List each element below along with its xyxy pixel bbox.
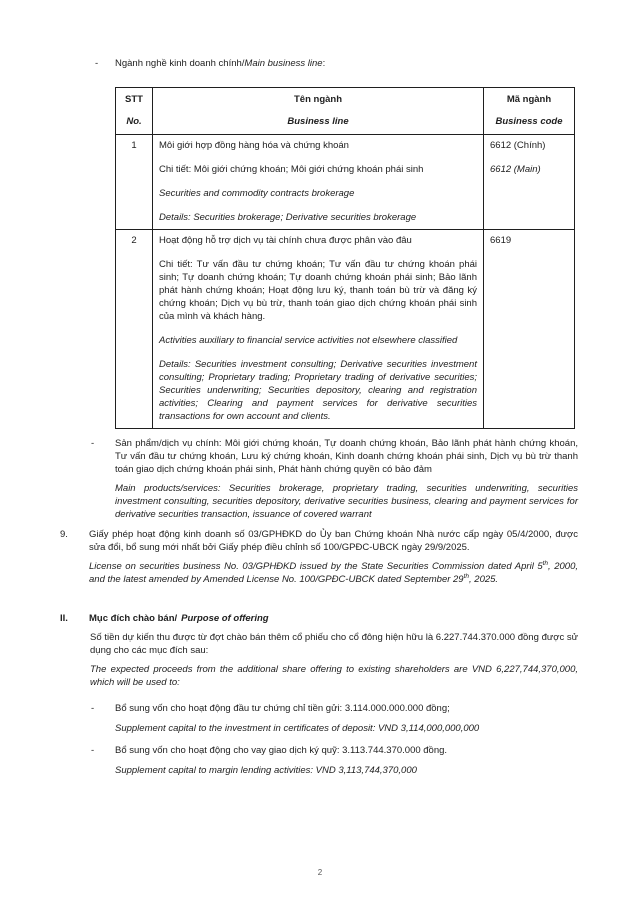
header-no-en: No. [126, 116, 142, 127]
business-lines-table [115, 87, 575, 429]
table-row [116, 135, 575, 230]
main-business-line-bullet [95, 57, 578, 70]
section-2-heading [60, 612, 578, 625]
proceeds-en: The expected proceeds from the additional share offering to existing shareholders are VND 6,227,744,370,000, which will be used to: [90, 664, 578, 688]
license-en-part: , 2000, and the latest amended by Amended License No. 100/GPĐC-UBCK dated September 29 [89, 561, 578, 585]
license-en-part: , 2025. [469, 574, 499, 585]
row2-detail-vi: Chi tiết: Tư vấn đầu tư chứng khoán; Tư vấn đầu tư chứng khoán phái sinh; Tự doanh chứng khoán; Tự doanh chứng khoán phái sinh; Bảo lãnh phát hành chứng khoán; Hoạt động lưu ký, thanh toán bù trừ và đăng ký chứng khoán; Dịch vụ bù trừ, thanh toán giao dịch chứng khoán phái sinh của mình và khách hàng. [159, 259, 477, 322]
row1-line-en: Securities and commodity contracts brokerage [159, 188, 355, 199]
header-business-code [484, 88, 575, 135]
row1-business-code [484, 135, 575, 230]
label-vi: Ngành nghề kinh doanh chính/ [115, 58, 245, 69]
purpose-2-vi: Bổ sung vốn cho hoạt động cho vay giao dịch ký quỹ: 3.113.744.370.000 đồng. [115, 745, 448, 756]
header-business-line [153, 88, 484, 135]
section-title-en: Purpose of offering [181, 613, 269, 624]
page-number: 2 [317, 868, 323, 877]
header-code-en: Business code [495, 116, 563, 127]
superscript-th: th [542, 559, 549, 567]
license-vi: Giấy phép hoạt động kinh doanh số 03/GPHĐKD do Ủy ban Chứng khoán Nhà nước cấp ngày 05/4/2000, được sửa đổi, bổ sung mới nhất bởi Giấy phép điều chỉnh số 100/GPĐC-UBCK ngày 29/9/2025. [89, 529, 578, 553]
dash-bullet: - [91, 703, 95, 714]
license-en-part: License on securities business No. 03/GPHĐKD issued by the State Securities Commission dated April 5 [89, 561, 543, 572]
products-en: Main products/services: Securities brokerage, proprietary trading, securities underwriting, securities investment consulting, securities depository, derivative securities business, clearing and payment services for derivative securities transaction, issuance of covered warrant [115, 483, 578, 520]
row1-code-en: 6612 (Main) [490, 164, 541, 175]
row2-detail-en: Details: Securities investment consulting; Derivative securities investment consulting; Proprietary trading; Proprietary trading of derivative securities; Securities underwriting; Securities depository, clearing and registration activities; Clearing and payment services for derivative securities transactions for own account and clients. [159, 359, 477, 422]
row2-line-vi: Hoạt động hỗ trợ dịch vụ tài chính chưa được phân vào đâu [159, 235, 412, 246]
label-en: Main business line [244, 58, 323, 69]
purpose-1-en: Supplement capital to the investment in certificates of deposit: VND 3,114,000,000,000 [115, 723, 480, 734]
row1-detail-en: Details: Securities brokerage; Derivative securities brokerage [159, 212, 417, 223]
dash-bullet: - [95, 58, 99, 69]
superscript-th: th [463, 572, 470, 580]
products-vi: Sản phẩm/dịch vụ chính: Môi giới chứng khoán, Tự doanh chứng khoán, Bảo lãnh phát hành chứng khoán, Tư vấn đầu tư chứng khoán, Lưu ký chứng khoán, Kinh doanh chứng khoán phái sinh, Dịch vụ bù trừ thanh toán giao dịch chứng khoán phái sinh, Phát hành chứng quyền có bảo đảm [115, 438, 578, 475]
row1-detail-vi: Chi tiết: Môi giới chứng khoán; Môi giới chứng khoán phái sinh [159, 164, 424, 175]
products-bullet [91, 437, 578, 476]
row1-business-line [153, 135, 484, 230]
row2-code: 6619 [490, 235, 512, 246]
label-colon: : [322, 58, 326, 69]
header-no-vi: STT [125, 94, 143, 105]
row2-line-en: Activities auxiliary to financial service activities not elsewhere classified [159, 335, 458, 346]
dash-bullet: - [91, 438, 95, 449]
license-en [89, 560, 578, 586]
purpose-bullet-1 [91, 702, 578, 715]
purpose-2-en: Supplement capital to margin lending activities: VND 3,113,744,370,000 [115, 765, 417, 776]
table-row [116, 230, 575, 429]
item-9 [60, 528, 578, 554]
table-header-row [116, 88, 575, 135]
section-title-vi: Mục đích chào bán/ [89, 613, 178, 624]
row2-no: 2 [116, 230, 153, 429]
proceeds-vi: Số tiền dự kiến thu được từ đợt chào bán thêm cổ phiếu cho cổ đông hiện hữu là 6.227.744.370.000 đồng được sử dụng cho các mục đích sau: [90, 632, 578, 656]
row1-code-vi: 6612 (Chính) [490, 140, 546, 151]
section-title [89, 612, 269, 625]
purpose-bullet-2 [91, 744, 578, 757]
dash-bullet: - [91, 745, 95, 756]
main-business-line-label [115, 57, 325, 70]
purpose-1-vi: Bổ sung vốn cho hoạt động đầu tư chứng chỉ tiền gửi: 3.114.000.000.000 đồng; [115, 703, 450, 714]
item-number: 9. [60, 529, 68, 540]
header-no [116, 88, 153, 135]
row1-line-vi: Môi giới hợp đồng hàng hóa và chứng khoán [159, 140, 349, 151]
row1-no: 1 [116, 135, 153, 230]
header-line-en: Business line [287, 116, 349, 127]
header-line-vi: Tên ngành [293, 94, 343, 105]
section-number: II. [60, 613, 68, 624]
row2-business-line [153, 230, 484, 429]
row2-business-code [484, 230, 575, 429]
header-code-vi: Mã ngành [506, 94, 552, 105]
